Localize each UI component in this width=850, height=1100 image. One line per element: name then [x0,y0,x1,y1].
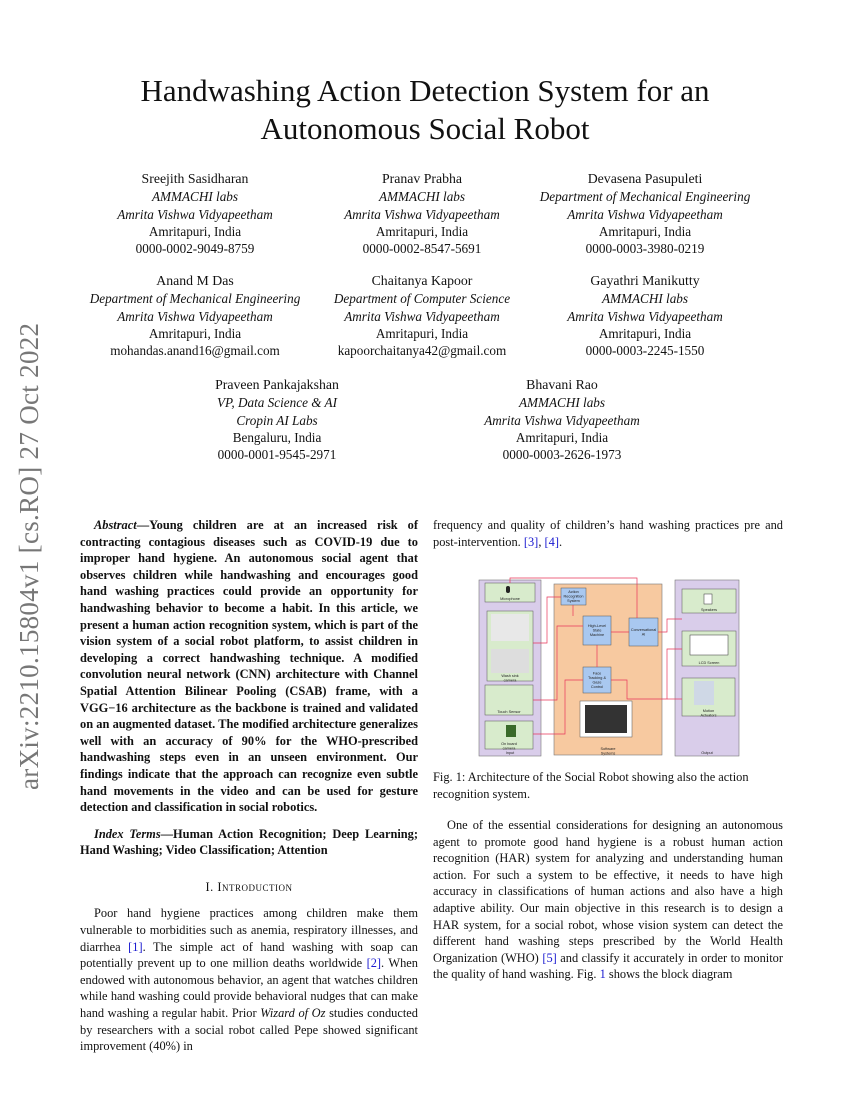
text-run: Poor hand hygiene practices among children make them vulnerable to morbidities such as anemia, respiratory illnesses, and diarrhea [80,906,418,954]
text-run: , [538,534,545,549]
author-name: Devasena Pasupuleti [587,171,703,186]
wash-sink-camera-image [491,614,529,641]
title-line: Handwashing Action Detection System for an [140,73,710,108]
author-name: Gayathri Manikutty [590,273,700,288]
author-location: Amritapuri, India [375,223,469,239]
text-run: . When endowed with autonomous behavior, an agent that watches children while hand washing could provide behavioral nudges that can make hand washing a regular habit. Prior [80,956,418,1021]
right-column-lower [433,817,783,983]
author-block [432,376,692,463]
software-label: System [567,599,580,604]
author-affiliation: VP, Data Science & AI [217,395,337,411]
software-label: Machine [589,633,605,638]
jetson-board-image [585,705,627,733]
input-label: On board [501,741,517,746]
input-label: camera [503,678,517,683]
software-label: AI [641,632,646,637]
author-block [147,376,407,463]
citation-link[interactable]: [2] [366,956,382,971]
citation-link[interactable]: [3] [523,534,539,549]
software-label: Action [568,590,579,595]
right-column [433,517,783,550]
author-block [515,170,775,257]
arxiv-stamp: arXiv:2210.15804v1 [cs.RO] 27 Oct 2022 [14,322,44,790]
index-terms-text: —Human Action Recognition; Deep Learning; Hand Washing; Video Classification; Attention [80,826,419,858]
panel-title: Input [505,751,515,755]
intro-paragraph [80,905,418,1054]
author-location: Amritapuri, India [515,429,609,445]
section-title: Introduction [217,879,293,894]
author-affiliation: AMMACHI labs [518,395,606,411]
author-location: Amritapuri, India [375,325,469,341]
software-label: Face [592,671,602,676]
author-affiliation: AMMACHI labs [601,291,689,307]
text-run: studies conducted by researchers with a social robot called Pepe showed significant improvement (40%) in [80,1006,418,1054]
author-institution: Amrita Vishwa Vidyapeetham [484,412,640,428]
author-id: kapoorchaitanya42@gmail.com [337,343,507,359]
citation-link[interactable]: [4] [544,534,559,549]
index-terms-label: Index Terms [94,826,161,841]
title-line: Autonomous Social Robot [260,111,590,146]
citation-link[interactable]: 1 [599,967,606,982]
paragraph [433,817,783,983]
abstract-text: —Young children are at an increased risk of contracting contagious diseases such as COVID-19 due to improper hand hygiene. An autonomous social agent that observes children while handwashing and encourages good hand washing practices could provide an opportunity for handwashing behavior to become a habit. In this article, we present a human action recognition system, which is part of the vision system of a social robot platform, to assist children in developing a correct handwashing technique. A modified convolution neural network (CNN) architecture with Channel Spatial Attention Bilinear Pooling (CSAB) frame, with a VGG−16 architecture as the backbone is trained and validated on an augmented dataset. The modified architecture generalizes well with an accuracy of 90% for the WHO-prescribed handwashing steps even in an unseen environment. Our findings indicate that the approach can recognize even subtle hand movements in the video and can be used for gesture detection and classification in social robotics. [80,518,418,815]
software-label: Tracking & [587,675,607,680]
motion-actuator-image [694,681,714,705]
text-run: Wizard of Oz [260,1006,326,1021]
output-label: Speakers [700,608,718,612]
author-location: Amritapuri, India [148,325,242,341]
author-id: 0000-0001-9545-2971 [217,447,337,463]
software-label: Control [590,684,604,689]
lcd-face-icon [690,635,728,655]
software-label: State [592,628,602,633]
section-number: I. [205,879,214,894]
architecture-figure [477,577,741,757]
speaker-icon [704,594,712,604]
author-id: 0000-0002-9049-8759 [135,241,255,257]
author-name: Bhavani Rao [526,377,598,392]
input-label: Wash sink [501,673,519,678]
panel-title: Systems [600,751,616,756]
author-affiliation: AMMACHI labs [151,189,239,205]
author-affiliation: Department of Mechanical Engineering [539,189,751,205]
author-location: Bengaluru, India [232,429,322,445]
section-heading [80,879,418,896]
author-institution: Amrita Vishwa Vidyapeetham [344,206,500,222]
citation-link[interactable]: [1] [128,939,143,954]
software-label: Conversational [630,627,657,632]
author-institution: Amrita Vishwa Vidyapeetham [567,308,723,324]
author-location: Amritapuri, India [598,325,692,341]
author-block [65,272,325,359]
author-institution: Amrita Vishwa Vidyapeetham [117,206,273,222]
author-id: 0000-0003-2626-1973 [502,447,622,463]
author-institution: Cropin AI Labs [236,412,318,428]
text-run: One of the essential considerations for designing an autonomous agent to promote good hand hygiene is a robust human action recognition (HAR) system for analyzing and understanding human action. For such a system to be effective, it needs to have high accuracy in classifications of human actions and also have a high adaptive ability. Our main objective in this research is to design a HAR system, for a social robot, whose vision system can detect the different hand washing steps prescribed by the World Health Organization (WHO) [433,818,783,965]
author-name: Sreejith Sasidharan [141,171,249,186]
author-name: Praveen Pankajakshan [215,377,339,392]
author-block [292,272,552,359]
software-label: High-Level [587,624,607,629]
author-institution: Amrita Vishwa Vidyapeetham [117,308,273,324]
panel-title: Software [600,746,616,751]
output-label: Actuators [700,713,717,718]
text-run: frequency and quality of children’s hand washing practices pre and post-intervention. [433,518,783,549]
software-label: Recognition [563,594,584,599]
author-block [65,170,325,257]
author-affiliation: AMMACHI labs [378,189,466,205]
figure-caption: Fig. 1: Architecture of the Social Robot showing also the action recognition system. [433,770,749,801]
index-terms [80,826,418,859]
input-label: camera [502,746,516,751]
paragraph [433,517,783,550]
output-label: Motion [702,708,715,713]
citation-link[interactable]: [5] [542,950,557,965]
author-id: mohandas.anand16@gmail.com [110,343,280,359]
left-column [80,517,418,1055]
author-affiliation: Department of Computer Science [333,291,511,307]
author-id: 0000-0003-3980-0219 [585,241,705,257]
paper-title [0,72,850,148]
author-id: 0000-0003-2245-1550 [585,343,705,359]
hands-image [491,649,529,673]
author-affiliation: Department of Mechanical Engineering [89,291,301,307]
author-institution: Amrita Vishwa Vidyapeetham [567,206,723,222]
input-label: Touch Sensor [497,710,521,714]
input-label: Microphone [500,597,520,601]
author-block [515,272,775,359]
author-name: Pranav Prabha [381,171,463,186]
text-run: . The simple act of hand washing with soap can potentially prevent up to one million deaths worldwide [80,939,418,971]
output-label: LCD Screen [698,661,720,665]
author-location: Amritapuri, India [598,223,692,239]
text-run: shows the block diagram [605,967,733,982]
microphone-icon [506,586,510,593]
author-name: Chaitanya Kapoor [371,273,473,288]
author-block [292,170,552,257]
author-institution: Amrita Vishwa Vidyapeetham [344,308,500,324]
author-name: Anand M Das [156,273,234,288]
author-id: 0000-0002-8547-5691 [362,241,482,257]
abstract-label: Abstract [94,518,137,532]
software-label: Gaze [592,680,602,685]
abstract [80,517,418,816]
author-location: Amritapuri, India [148,223,242,239]
text-run: and classify it accurately in order to monitor the quality of hand washing. Fig. [433,950,783,982]
camera-icon [506,725,516,737]
text-run: . [558,534,563,549]
panel-title: Output [701,751,713,755]
